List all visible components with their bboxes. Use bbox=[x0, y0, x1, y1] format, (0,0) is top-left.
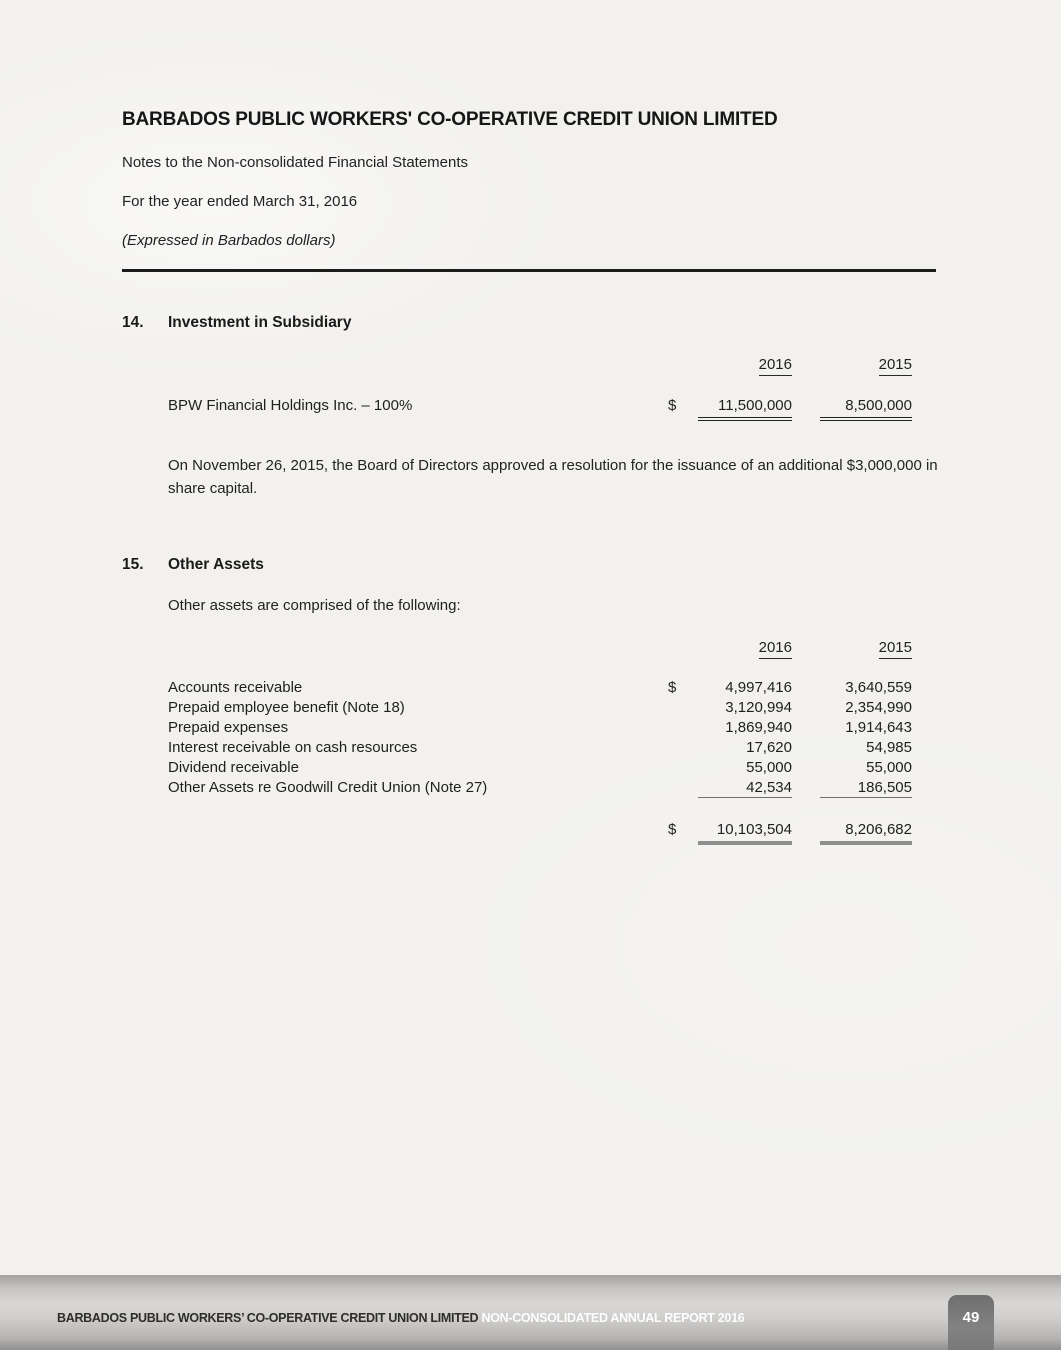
section14-heading bbox=[122, 314, 351, 332]
section14-title: Investment in Subsidiary bbox=[168, 314, 352, 331]
header-divider bbox=[122, 269, 936, 272]
section15-lead: Other assets are comprised of the following: bbox=[168, 597, 461, 614]
subtitle-period: For the year ended March 31, 2016 bbox=[122, 193, 358, 210]
section14-col-2016: 2016 bbox=[698, 355, 792, 374]
section15-table bbox=[168, 678, 912, 798]
section14-value-2016: 11,500,000 bbox=[698, 396, 792, 421]
currency-symbol: $ bbox=[668, 397, 677, 414]
section15-title: Other Assets bbox=[168, 556, 264, 573]
footer-report-title: NON-CONSOLIDATED ANNUAL REPORT 2016 bbox=[481, 1311, 745, 1325]
section14-col-2015: 2015 bbox=[820, 355, 912, 374]
section14-column-headers bbox=[168, 355, 912, 374]
table-row: Prepaid expenses 1,869,940 1,914,643 bbox=[168, 719, 912, 736]
currency-symbol: $ bbox=[668, 679, 677, 696]
table-row bbox=[168, 396, 912, 421]
section15-total-2015: 8,206,682 bbox=[820, 820, 912, 845]
footer-text bbox=[57, 1311, 744, 1325]
currency-symbol: $ bbox=[668, 821, 677, 838]
section15-total-row bbox=[168, 820, 912, 845]
footer-company: BARBADOS PUBLIC WORKERS’ CO-OPERATIVE CREDIT UNION LIMITED bbox=[57, 1311, 479, 1325]
section15-total-2016: 10,103,504 bbox=[698, 820, 792, 845]
section14-value-2015: 8,500,000 bbox=[820, 396, 912, 421]
section14-number: 14. bbox=[122, 314, 144, 331]
section15-number: 15. bbox=[122, 556, 144, 573]
section14-row-label: BPW Financial Holdings Inc. – 100% bbox=[168, 397, 413, 414]
section15-heading bbox=[122, 556, 264, 574]
section15-column-headers bbox=[168, 638, 912, 657]
section15-col-2016: 2016 bbox=[698, 638, 792, 657]
table-row: Interest receivable on cash resources 17,620 54,985 bbox=[168, 739, 912, 756]
section15-col-2015: 2015 bbox=[820, 638, 912, 657]
page-title: BARBADOS PUBLIC WORKERS' CO-OPERATIVE CREDIT UNION LIMITED bbox=[122, 109, 778, 130]
subtitle-currency: (Expressed in Barbados dollars) bbox=[122, 232, 336, 249]
page-number: 49 bbox=[962, 1309, 980, 1326]
section14-note: On November 26, 2015, the Board of Directors approved a resolution for the issuance of an additional $3,000,000 in share capital. bbox=[168, 457, 938, 497]
table-row: Prepaid employee benefit (Note 18) 3,120,994 2,354,990 bbox=[168, 699, 912, 716]
table-row: Dividend receivable 55,000 55,000 bbox=[168, 759, 912, 776]
page-number-badge bbox=[948, 1295, 994, 1350]
table-row: Accounts receivable $ 4,997,416 3,640,559 bbox=[168, 679, 912, 696]
table-row: Other Assets re Goodwill Credit Union (Note 27) 42,534 186,505 bbox=[168, 779, 912, 796]
subtitle-notes: Notes to the Non-consolidated Financial Statements bbox=[122, 154, 469, 171]
